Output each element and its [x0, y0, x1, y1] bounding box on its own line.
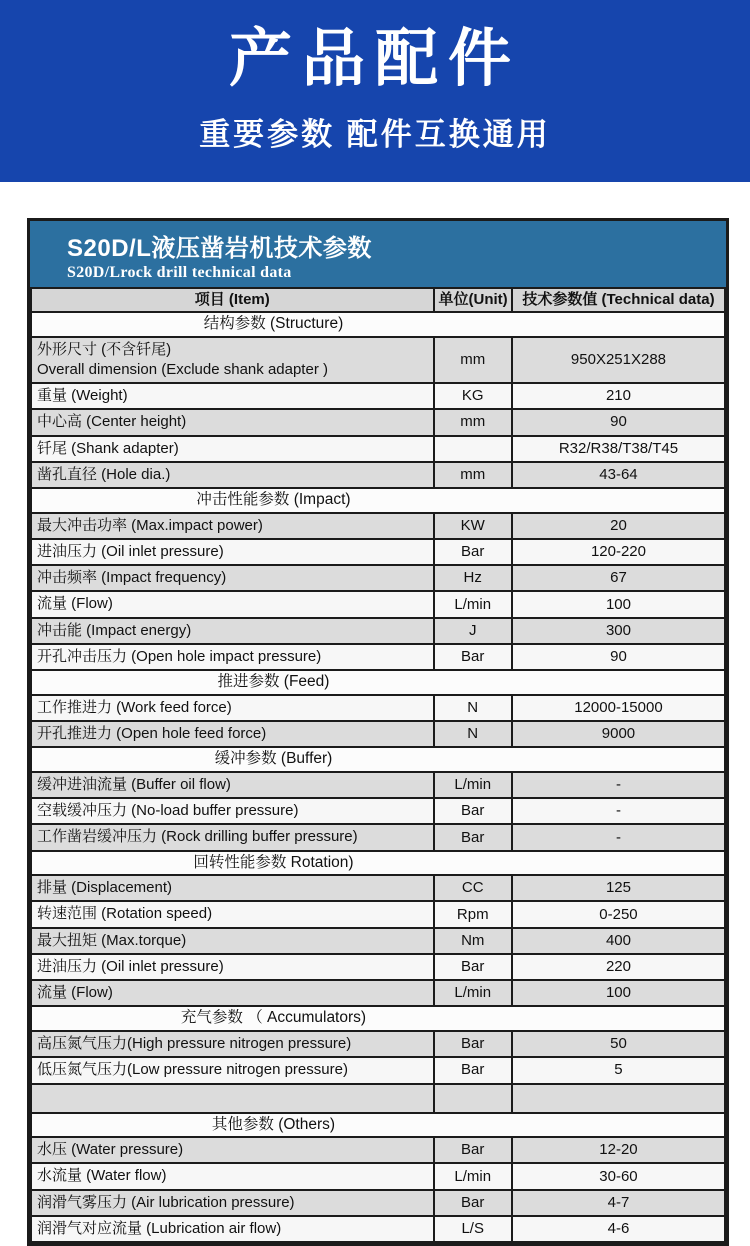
item-cell: 重量 (Weight) — [31, 383, 434, 409]
table-row — [31, 1216, 725, 1242]
item-cell: 流量 (Flow) — [31, 591, 434, 617]
unit-cell: KW — [434, 513, 512, 539]
item-cell: 钎尾 (Shank adapter) — [31, 436, 434, 462]
table-row — [31, 436, 725, 462]
value-cell: 950X251X288 — [512, 337, 725, 384]
section-label: 其他参数 (Others) — [31, 1113, 725, 1138]
value-cell — [512, 1084, 725, 1113]
value-cell: 4-6 — [512, 1216, 725, 1242]
unit-cell: Bar — [434, 644, 512, 670]
table-row — [31, 980, 725, 1006]
item-cell: 高压氮气压力(High pressure nitrogen pressure) — [31, 1031, 434, 1057]
column-header-value: 技术参数值 (Technical data) — [512, 289, 725, 312]
item-cell: 润滑气雾压力 (Air lubrication pressure) — [31, 1190, 434, 1216]
section-label: 回转性能参数 Rotation) — [31, 851, 725, 876]
value-cell: R32/R38/T38/T45 — [512, 436, 725, 462]
spec-subtitle: S20D/Lrock drill technical data — [67, 264, 292, 281]
section-row — [31, 747, 725, 772]
unit-cell: Bar — [434, 798, 512, 824]
table-row — [31, 798, 725, 824]
spec-table — [30, 289, 726, 1243]
table-row — [31, 565, 725, 591]
value-cell: - — [512, 824, 725, 850]
unit-cell: mm — [434, 462, 512, 488]
section-label: 充气参数 （ Accumulators) — [31, 1006, 725, 1031]
section-row — [31, 851, 725, 876]
item-cell: 最大扭矩 (Max.torque) — [31, 928, 434, 954]
table-row — [31, 824, 725, 850]
table-row — [31, 901, 725, 927]
unit-cell: CC — [434, 875, 512, 901]
item-cell: 外形尺寸 (不含钎尾) Overall dimension (Exclude shank adapter ) — [31, 337, 434, 384]
value-cell: 9000 — [512, 721, 725, 747]
item-cell: 水流量 (Water flow) — [31, 1163, 434, 1189]
table-row — [31, 695, 725, 721]
table-row — [31, 409, 725, 435]
unit-cell — [434, 1084, 512, 1113]
unit-cell: L/min — [434, 772, 512, 798]
table-row — [31, 954, 725, 980]
item-cell: 转速范围 (Rotation speed) — [31, 901, 434, 927]
unit-cell: N — [434, 695, 512, 721]
unit-cell: J — [434, 618, 512, 644]
item-cell: 流量 (Flow) — [31, 980, 434, 1006]
spec-title: S20D/L液压凿岩机技术参数 — [67, 235, 372, 262]
item-cell: 低压氮气压力(Low pressure nitrogen pressure) — [31, 1057, 434, 1083]
value-cell: 100 — [512, 980, 725, 1006]
value-cell: 90 — [512, 409, 725, 435]
value-cell: 120-220 — [512, 539, 725, 565]
column-header-item: 项目 (Item) — [31, 289, 434, 312]
unit-cell: Bar — [434, 1031, 512, 1057]
value-cell: 100 — [512, 591, 725, 617]
table-row — [31, 618, 725, 644]
item-cell: 空载缓冲压力 (No-load buffer pressure) — [31, 798, 434, 824]
section-label: 缓冲参数 (Buffer) — [31, 747, 725, 772]
table-row — [31, 1163, 725, 1189]
unit-cell: Nm — [434, 928, 512, 954]
section-label: 结构参数 (Structure) — [31, 312, 725, 337]
item-cell: 冲击频率 (Impact frequency) — [31, 565, 434, 591]
table-row — [31, 1057, 725, 1083]
section-row — [31, 488, 725, 513]
unit-cell: mm — [434, 337, 512, 384]
unit-cell: Bar — [434, 824, 512, 850]
table-row — [31, 1137, 725, 1163]
unit-cell: Bar — [434, 954, 512, 980]
value-cell: 30-60 — [512, 1163, 725, 1189]
unit-cell: L/min — [434, 591, 512, 617]
value-cell: 210 — [512, 383, 725, 409]
item-cell: 中心高 (Center height) — [31, 409, 434, 435]
table-row — [31, 1031, 725, 1057]
value-cell: 50 — [512, 1031, 725, 1057]
column-header-unit: 单位(Unit) — [434, 289, 512, 312]
table-header-row — [31, 289, 725, 312]
value-cell: 4-7 — [512, 1190, 725, 1216]
value-cell: 125 — [512, 875, 725, 901]
value-cell: 67 — [512, 565, 725, 591]
item-cell: 排量 (Displacement) — [31, 875, 434, 901]
banner-subtitle: 重要参数 配件互换通用 — [199, 117, 551, 153]
section-label: 推进参数 (Feed) — [31, 670, 725, 695]
value-cell: - — [512, 772, 725, 798]
section-row — [31, 670, 725, 695]
item-cell: 水压 (Water pressure) — [31, 1137, 434, 1163]
unit-cell: N — [434, 721, 512, 747]
banner-title: 产品配件 — [229, 24, 521, 94]
table-row — [31, 1190, 725, 1216]
value-cell: 43-64 — [512, 462, 725, 488]
section-row — [31, 1113, 725, 1138]
unit-cell: Bar — [434, 539, 512, 565]
item-cell: 进油压力 (Oil inlet pressure) — [31, 954, 434, 980]
spec-table-body — [31, 312, 725, 1242]
table-row — [31, 875, 725, 901]
value-cell: 300 — [512, 618, 725, 644]
unit-cell: L/min — [434, 980, 512, 1006]
table-row — [31, 513, 725, 539]
section-row — [31, 312, 725, 337]
item-cell: 冲击能 (Impact energy) — [31, 618, 434, 644]
table-row — [31, 644, 725, 670]
section-label: 冲击性能参数 (Impact) — [31, 488, 725, 513]
table-row — [31, 591, 725, 617]
unit-cell: Hz — [434, 565, 512, 591]
unit-cell: KG — [434, 383, 512, 409]
unit-cell: L/S — [434, 1216, 512, 1242]
item-cell — [31, 1084, 434, 1113]
table-row — [31, 928, 725, 954]
value-cell: 5 — [512, 1057, 725, 1083]
value-cell: - — [512, 798, 725, 824]
value-cell: 20 — [512, 513, 725, 539]
value-cell: 400 — [512, 928, 725, 954]
item-cell: 最大冲击功率 (Max.impact power) — [31, 513, 434, 539]
table-row — [31, 1084, 725, 1113]
item-cell: 润滑气对应流量 (Lubrication air flow) — [31, 1216, 434, 1242]
table-row — [31, 772, 725, 798]
spec-header — [30, 221, 726, 289]
table-row — [31, 383, 725, 409]
table-row — [31, 462, 725, 488]
item-cell: 工作推进力 (Work feed force) — [31, 695, 434, 721]
unit-cell: Bar — [434, 1137, 512, 1163]
value-cell: 0-250 — [512, 901, 725, 927]
spec-card — [27, 218, 729, 1246]
item-cell: 缓冲进油流量 (Buffer oil flow) — [31, 772, 434, 798]
item-cell: 开孔推进力 (Open hole feed force) — [31, 721, 434, 747]
item-cell: 开孔冲击压力 (Open hole impact pressure) — [31, 644, 434, 670]
item-cell: 工作凿岩缓冲压力 (Rock drilling buffer pressure) — [31, 824, 434, 850]
unit-cell: L/min — [434, 1163, 512, 1189]
item-cell: 进油压力 (Oil inlet pressure) — [31, 539, 434, 565]
table-row — [31, 721, 725, 747]
unit-cell: mm — [434, 409, 512, 435]
value-cell: 12000-15000 — [512, 695, 725, 721]
unit-cell: Rpm — [434, 901, 512, 927]
hero-banner — [0, 0, 750, 182]
table-row — [31, 337, 725, 384]
unit-cell: Bar — [434, 1190, 512, 1216]
value-cell: 220 — [512, 954, 725, 980]
value-cell: 12-20 — [512, 1137, 725, 1163]
section-row — [31, 1006, 725, 1031]
unit-cell — [434, 436, 512, 462]
unit-cell: Bar — [434, 1057, 512, 1083]
value-cell: 90 — [512, 644, 725, 670]
table-row — [31, 539, 725, 565]
item-cell: 凿孔直径 (Hole dia.) — [31, 462, 434, 488]
